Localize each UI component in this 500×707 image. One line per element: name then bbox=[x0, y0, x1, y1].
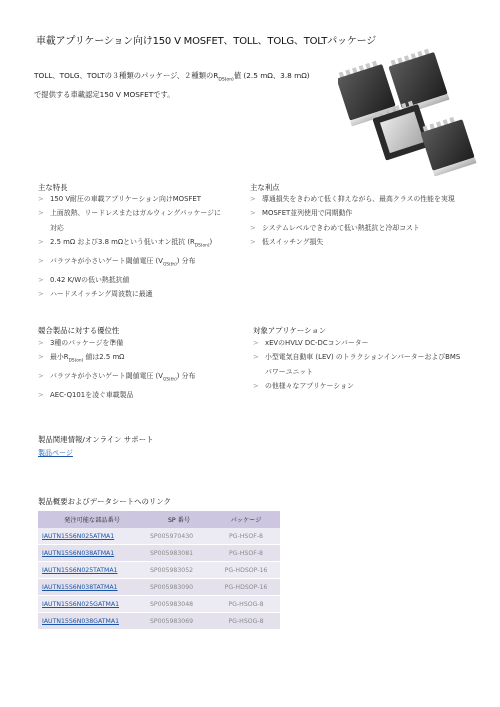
list-item: > 低スイッチング損失 bbox=[250, 235, 455, 249]
intro-line-1: TOLL、TOLG、TOLTの３種類のパッケージ、２種類の$R_{DS(on)}$値 (2.5 mΩ、3.8 mΩ) bbox=[34, 71, 310, 83]
list-item: > の他様々なアプリケーション bbox=[253, 379, 460, 393]
mosfet-packages-image bbox=[338, 48, 478, 176]
features-heading: 主な特長 bbox=[38, 183, 68, 192]
part-number-link[interactable]: IAUTN15S6N038GATMA1 bbox=[42, 617, 120, 625]
package: PG-HSOF-8 bbox=[212, 528, 280, 545]
list-item: > バラツキが小さいゲート閾値電圧 $(V_{GS(th)})$ 分布 bbox=[38, 254, 221, 273]
sp-number: SP005970430 bbox=[146, 528, 212, 545]
list-item bbox=[253, 350, 460, 379]
list-item: > MOSFET並列使用で同期動作 bbox=[250, 206, 455, 220]
list-item: > 導通損失をきわめて低く抑えながら、最高クラスの性能を実現 bbox=[250, 192, 455, 206]
list-item: > バラツキが小さいゲート閾値電圧 $(V_{GS(th)})$ 分布 bbox=[38, 369, 195, 388]
table-row bbox=[38, 579, 280, 596]
list-item: > ハードスイッチング周波数に最適 bbox=[38, 287, 221, 301]
table-row bbox=[38, 562, 280, 579]
applications-list bbox=[253, 336, 460, 394]
package: PG-HDSOP-16 bbox=[212, 562, 280, 579]
column-header-sp-number: SP 番号 bbox=[146, 511, 212, 528]
list-item-text: 小型電気自動車 (LEV) のトラクションインバーターおよびBMS bbox=[265, 353, 461, 362]
list-item: > 0.42 K/Wの低い熱抵抗値 bbox=[38, 273, 221, 287]
list-item: > システムレベルできわめて低い熱抵抗と冷却コスト bbox=[250, 221, 455, 235]
table-row bbox=[38, 596, 280, 613]
table-row bbox=[38, 528, 280, 545]
benefits-list bbox=[250, 192, 455, 250]
part-number-link[interactable]: IAUTN15S6N025ATMA1 bbox=[42, 532, 115, 540]
table-row bbox=[38, 613, 280, 630]
list-item: > 150 V耐圧の車載アプリケーション向けMOSFET bbox=[38, 192, 221, 206]
intro-text bbox=[34, 68, 334, 102]
product-page-link[interactable]: 製品ページ bbox=[38, 449, 73, 457]
list-item-continuation: 対応 bbox=[50, 223, 64, 232]
advantages-list bbox=[38, 336, 195, 402]
part-number-link[interactable]: IAUTN15S6N025TATMA1 bbox=[42, 566, 118, 574]
list-item: > 3種のパッケージを準備 bbox=[38, 336, 195, 350]
list-item: > 2.5 mΩ および3.8 mΩという低いオン抵抗 $(R_{DS(on)})$ bbox=[38, 235, 221, 254]
part-number-link[interactable]: IAUTN15S6N025GATMA1 bbox=[42, 600, 120, 608]
package: PG-HSOG-8 bbox=[212, 596, 280, 613]
product-table bbox=[38, 511, 280, 630]
page-title: 車載アプリケーション向け150 V MOSFET、TOLL、TOLG、TOLTパッケージ bbox=[36, 36, 377, 47]
list-item: > AEC-Q101を凌ぐ車載製品 bbox=[38, 388, 195, 402]
package: PG-HDSOP-16 bbox=[212, 579, 280, 596]
list-item-continuation: パワーユニット bbox=[265, 367, 313, 376]
list-item bbox=[38, 206, 221, 235]
sp-number: SP005983069 bbox=[146, 613, 212, 630]
related-heading: 製品関連情報/オンライン サポート bbox=[38, 435, 154, 444]
applications-heading: 対象アプリケーション bbox=[253, 326, 327, 335]
sp-number: SP005983048 bbox=[146, 596, 212, 613]
list-item-text: 上面放熱、リードレスまたはガルウィングパッケージに bbox=[50, 209, 221, 218]
table-row bbox=[38, 545, 280, 562]
part-number-link[interactable]: IAUTN15S6N038ATMA1 bbox=[42, 549, 115, 557]
sp-number: SP005983090 bbox=[146, 579, 212, 596]
package: PG-HSOG-8 bbox=[212, 613, 280, 630]
features-list bbox=[38, 192, 221, 302]
overview-heading: 製品概要およびデータシートへのリンク bbox=[38, 497, 171, 506]
benefits-heading: 主な利点 bbox=[250, 183, 280, 192]
sp-number: SP005983052 bbox=[146, 562, 212, 579]
sp-number: SP005983081 bbox=[146, 545, 212, 562]
column-header-package: パッケージ bbox=[212, 511, 280, 528]
intro-line-2: で提供する車載認定150 V MOSFETです。 bbox=[34, 90, 175, 100]
list-item: > 最小$R_{DS(on)}$ 値は2.5 mΩ bbox=[38, 350, 195, 369]
part-number-link[interactable]: IAUTN15S6N038TATMA1 bbox=[42, 583, 118, 591]
column-header-part-number: 発注可能な部品番号 bbox=[38, 511, 146, 528]
table-header-row bbox=[38, 511, 280, 528]
package: PG-HSOF-8 bbox=[212, 545, 280, 562]
list-item: > xEVのHVLV DC-DCコンバーター bbox=[253, 336, 460, 350]
advantages-heading: 競合製品に対する優位性 bbox=[38, 326, 120, 335]
